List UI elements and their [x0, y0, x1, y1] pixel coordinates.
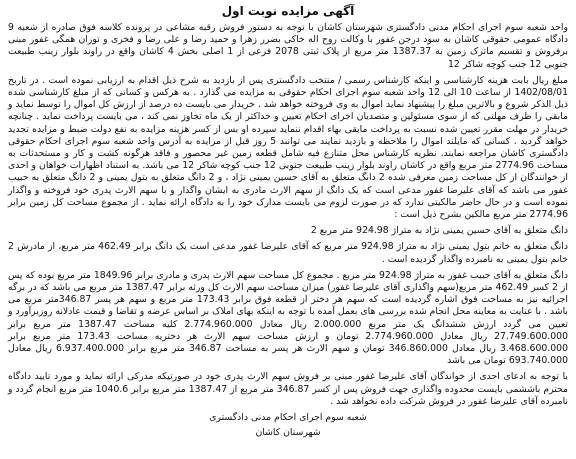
- paragraph-auction-terms: مبلغ ریال بابت هزینه کارشناسی و اینکه کارشناس رسمی / منتخب دادگستری پس از بازدید به شرح ذیل اقدام به ارزیابی نموده است . در تاریخ 1402/08/01 از ساعت 10 الی 12 واحد شعبه سوم اجرای احکام حقوقی به مزایده می گذارد . به هرکس و کسانی که از مبلغ کارشناسی شده ذیل الذکر شروع و بالاترین مبلغ را پیشنهاد نماید اموال به وی فروخته خواهد شد . خریدار می بایست ده درصد از ارزش کل اموال را توسط نماید و مابقی را ظرف مهلتی که از سوی مسئولین و متصدیان اجرای احکام تعیین و حداکثر از یک ماه تجاوز نمی کند ، می بایست پرداخت نماید . چنانچه خریدار در مهلت مقرر تعیین شده نسبت به پرداخت مابقی بهاء اقدام ننماید سپرده او بس از کسر هزینه مزایده به نفع دولت ضبط و مزایده تجدید خواهد گردید . کسانی که مایلند اموال را ملاحظه و بازدید نمایند می توانند 5 روز قبل از مزایده به آدرس واحد شعبه سوم اجرای احکام حقوقی دادگستری کاشان مراجعه نمایند. نظریه کارشناس محل متنازع فیه شامل قطعه زمین غیر محصور و فاقد هرگونه کشت و کار و مستحدثات به مساحت 2774.96 متر مربع واقع در کاشان راوند بلوار زینب طبیعت جنوبی 12 جنب کوچه شاکر 12 می باشد. به استناد اظهارات خواهان و احدی از خوانندگان از کل مساحت زمین معرفی شده 2 دانگ متعلق به آقای حسین یمینی نژاد ، و 2 دانگ متعلق به بتول یمینی و 2 دانگ متعلق به حبیب غفور می باشد که آقای علیرضا غفور مدعی است که یک دانگ از سهم الارث مادری به ایشان واگذار و با سهم الارث پدری خود فروخته و واگذار نموده است و در حال حاضر مالکیتی ندارد که در صورت لزوم می بایست مدارک خود را به دادگاه ارائه نماید . از مجموع مساحت کل زمین برابر 2774.96 متر مربع مالکین بشرح ذیل است :: [8, 74, 569, 221]
- paragraph-owner-2: دانگ متعلق به خانم بتول یمینی نژاد به متراژ 924.98 متر مربع که آقای علیرضا غفور مدعی است یک دانگ برابر 462.49 متر مربع، از مادرش 2 خانم بتول یمینی به نامبرده واگذار گردیده است .: [8, 241, 569, 265]
- paragraph-case-intro: واحد شعبه سوم اجرای احکام مدنی دادگستری شهرستان کاشان با توجه به دستور فروش رقبه مشاعی در پرونده کلاسه فوق صادره از شعبه 9 دادگاه عمومی حقوقی کاشان به سود درجن غفور با وکالت روح اله خاکی بضرر زهرا و حمید رضا و علی رضا و فخری و توران همگی غفور مبنی برفروش و تقسیم ماترک زمین به 1387.37 متر مربع از پلاک ثبتی 2078 فرعی از 1 اصلی بخش 4 کاشان واقع در راوند بلوار زینب طبیعت جنوبی 12 جنب کوچه شاکر 12: [8, 22, 568, 70]
- notice-title: آگهی مزایده نوبت اول: [221, 4, 355, 18]
- signature-line-2: شهرستان کاشان: [255, 427, 321, 439]
- signature-line-1: شعبه سوم اجرای احکام مدنی دادگستری: [209, 412, 367, 424]
- paragraph-owner-1: دانگ متعلق به آقای حسین یمینی نژاد به متراژ 924.98 متر مربع 2: [310, 225, 568, 237]
- paragraph-owner-3-valuation: دانگ متعلق به آقای حبیب غفور به متراژ 924.98 متر مربع . مجموع کل مساحت سهم الارث پدری و مادری برابر 1849.96 متر مربع بوده که پس از 2 کسر 462.49 متر مربع(سهم واگذاری آقای علیرضا غفور) میزان مساحت سهم الارث کل ورثه برابر 1387.47 متر مربع می باشد که در برگه اجرائیه نیز به مساحت فوق اشاره گردیده است که سهم هر دختر از قطعه فوق برابر 173.43 متر مربع و سهم هر پسر 346.87متر مربع می باشد . با عنایت به معاینه محل انجام شده بررسی های بعمل آمده با توجه به اینکه بهای املاک بر اساس عرضه و تقاضا و قیمت عادلانه روزبرآورد و تعیین می گردد ارزش ششدانگ یک متر مربع 2.000.000 ریال معادل 2.774.960.000 کلیه مساحت 1387.47 متر مربع برابر 27.749.600.000 ریال معادل 2.774.960.000 تومان و ارزش مساحت سهم الارث هر دختریه مساحت 173.43 متر مربع برابر 3.468.600.000 ریال معادل 346.860.000 تومان و سهم الارث هر پسر به مساحت 346.87 متر مربع برابر 6.937.400.000 ریال معادل 693.740.000 تومان می باشد: [8, 269, 569, 367]
- paragraph-claim-note: با توجه به ادعای احدی از خواندگان آقای علیرضا غفور مبنی بر فروش سهم الارث پدری خود در صورتیکه مدرکی ارائه نماید و مورد تایید دادگاه محترم باششمی بایست محدوده واگذاری جهت فروش پس از کسر 346.87 متر مربع از 1387.47 متر مربع برابر 1040.6 متر مربع انجام گردد و نامبرده آقای علیرضا غفور در فروش شرکت داده نخواهد شد .: [8, 371, 568, 407]
